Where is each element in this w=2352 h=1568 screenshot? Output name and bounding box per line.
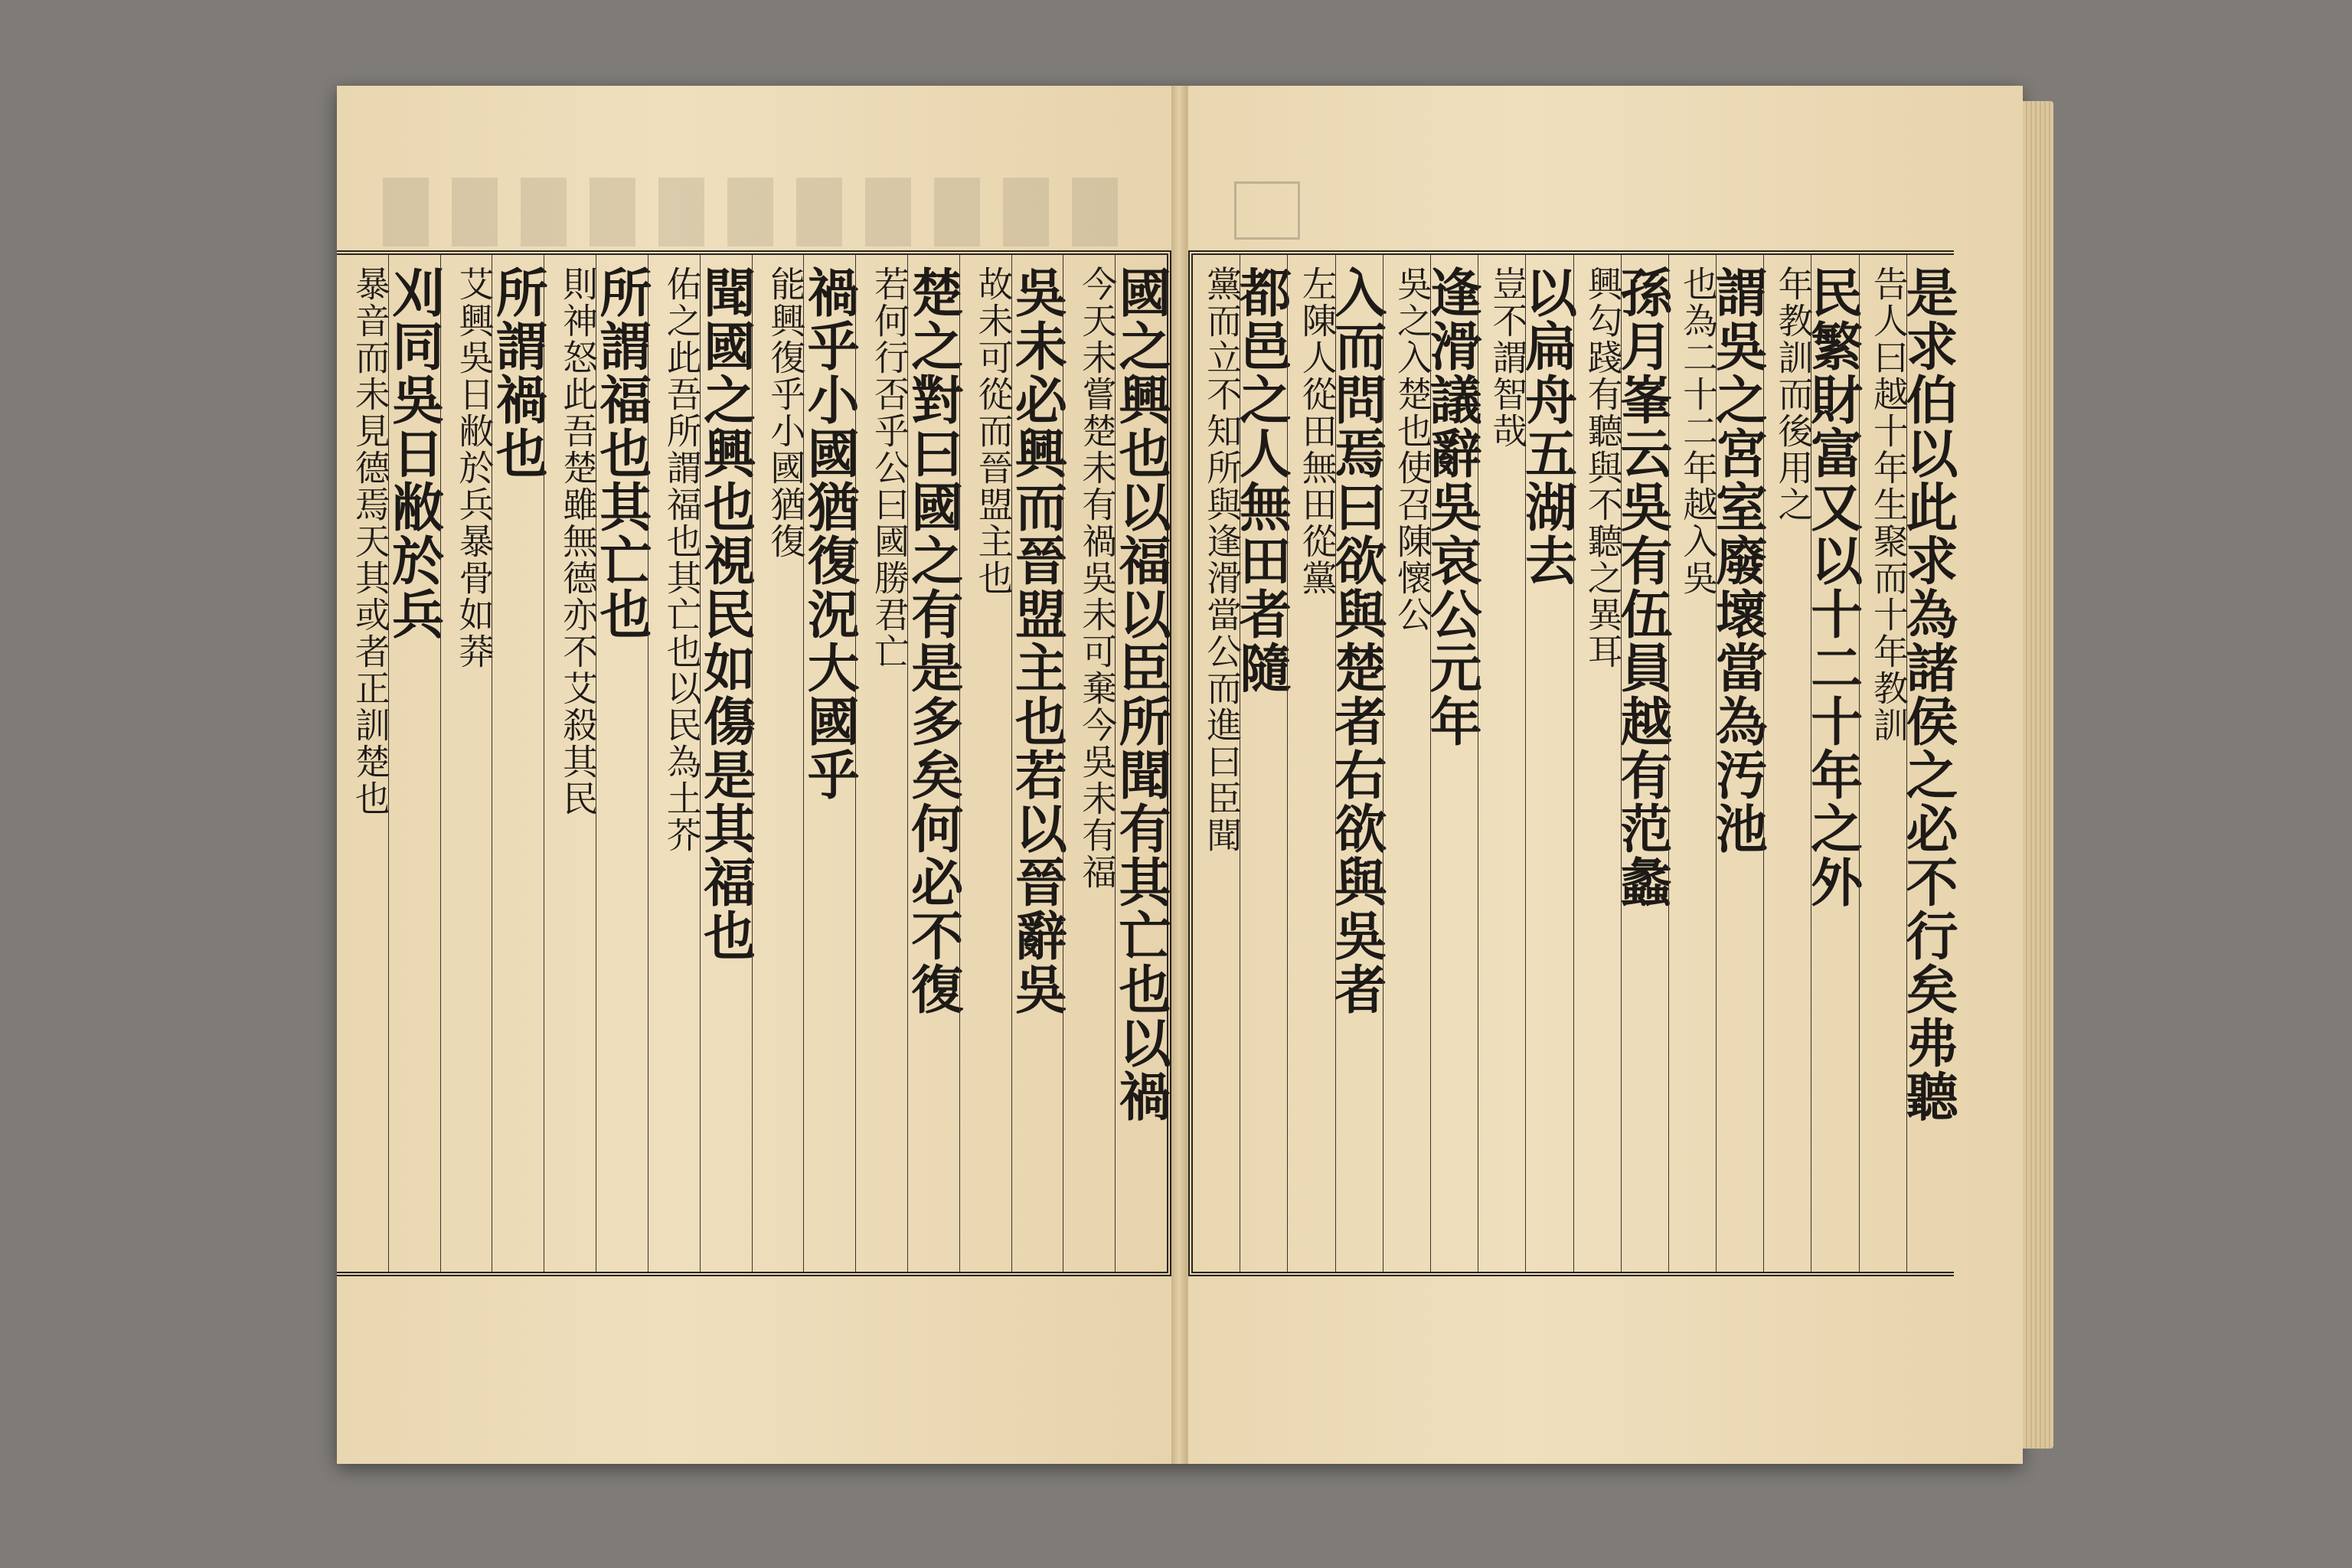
text-column: 以扁舟五湖去 — [1525, 255, 1573, 1272]
text-column: 吳未必興而晉盟主也若以晉辭吳 — [1011, 255, 1063, 1272]
text-column: 逢滑議辭吳哀公元年 — [1430, 255, 1478, 1272]
seal-stamp — [1234, 181, 1300, 240]
text-column: 故未可從而晉盟主也 — [959, 255, 1011, 1272]
text-column: 也為二十二年越入吳 — [1668, 255, 1716, 1272]
text-column: 黨而立不知所與逢滑當公而進曰臣聞 — [1201, 266, 1243, 854]
text-column: 謂吳之宮室廢壞當為汚池 — [1716, 255, 1763, 1272]
book-spine — [1171, 86, 1187, 1464]
right-page — [1187, 86, 2023, 1464]
text-column: 左陳人從田無田從黨 — [1287, 255, 1334, 1272]
text-column: 若何行否乎公曰國勝君亡 — [855, 255, 907, 1272]
left-columns — [337, 255, 1171, 1272]
text-column: 孫月峯云吳有伍員越有范蠡 — [1621, 255, 1668, 1272]
text-column: 艾興吳日敝於兵暴骨如莽 — [440, 255, 492, 1272]
text-column: 聞國之興也視民如傷是其福也 — [700, 255, 752, 1272]
open-book — [337, 86, 2021, 1464]
text-column: 告人曰越十年生聚而十年教訓 — [1859, 255, 1906, 1272]
right-text-block — [1188, 250, 1958, 1276]
right-columns — [1193, 255, 1958, 1272]
left-page — [337, 86, 1173, 1464]
text-column: 入而問焉曰欲與楚者右欲與吳者 — [1335, 255, 1383, 1272]
text-column: 佑之此吾所謂福也其亡也以民為土芥 — [648, 255, 700, 1272]
text-column: 國之興也以福以臣所聞有其亡也以禍 — [1115, 255, 1167, 1272]
text-column: 禍乎小國猶復況大國乎 — [803, 255, 855, 1272]
text-column: 能興復乎小國猶復 — [752, 255, 804, 1272]
text-column: 所謂禍也 — [492, 255, 544, 1272]
text-column: 則神怒此吾楚雖無德亦不艾殺其民 — [544, 255, 596, 1272]
text-column: 楚之對曰國之有是多矣何必不復 — [907, 255, 959, 1272]
text-column: 年教訓而後用之 — [1763, 255, 1811, 1272]
text-column: 吳之入楚也使召陳懷公 — [1383, 255, 1430, 1272]
text-column: 民繁財富又以十二十年之外 — [1811, 255, 1858, 1272]
text-column: 今天未嘗楚未有禍吳未可棄今吳未有福 — [1063, 255, 1115, 1272]
text-column: 刈同吳日敝於兵 — [388, 255, 440, 1272]
text-column: 所謂福也其亡也 — [596, 255, 648, 1272]
text-column: 豈不謂智哉 — [1478, 255, 1525, 1272]
text-column: 興勾踐有聽與不聽之異耳 — [1573, 255, 1621, 1272]
text-column: 是求伯以此求為諸侯之必不行矣弗聽 — [1906, 255, 1954, 1272]
bleed-through-marks — [383, 178, 1118, 247]
page-edges — [2023, 101, 2053, 1449]
text-column: 都邑之人無田者隨 — [1240, 255, 1287, 1272]
text-column: 暴音而未見德焉天其或者正訓楚也 — [349, 266, 391, 817]
left-text-block — [337, 250, 1171, 1276]
